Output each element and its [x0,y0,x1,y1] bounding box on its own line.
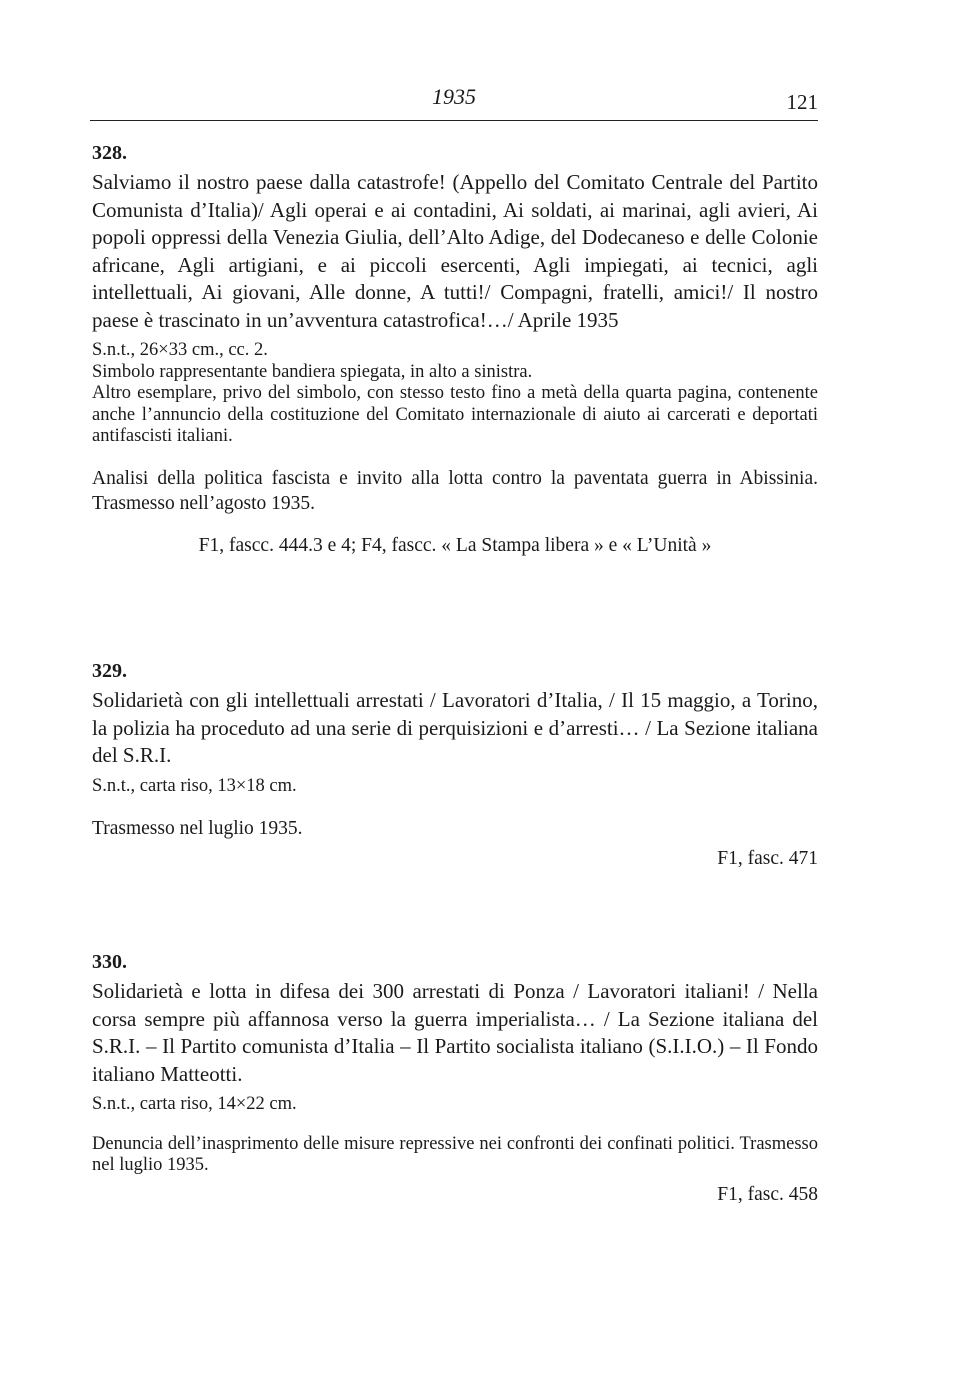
entry-title: Solidarietà e lotta in difesa dei 300 arrestati di Ponza / Lavoratori italiani! / Nella corsa sempre più affannosa verso la guerra imperialista… / La Sezione italiana del S.R.I. – Il Partito comunista d’Italia – Il Partito socialista italiano (S.I.I.O.) – Il Fondo italiano Matteotti. [92,979,818,1086]
entry-source: F1, fasc. 458 [717,1183,818,1205]
entry-format: S.n.t., carta riso, 14×22 cm. [92,1094,297,1114]
running-title: 1935 [432,84,476,109]
entry-number: 329. [92,660,127,682]
entry-title: Solidarietà con gli intellettuali arrestati / Lavoratori d’Italia, / Il 15 maggio, a Torino, la polizia ha proceduto ad una serie di perquisizioni e d’arresti… / La Sezione italiana del S.R.I. [92,688,818,767]
entry-330 [92,951,818,1208]
entry-description: Trasmesso nel luglio 1935. [92,818,303,839]
entry-source: F1, fascc. 444.3 e 4; F4, fascc. « La Stampa libera » e « L’Unità » [198,534,712,556]
entry-description: Denuncia dell’inasprimento delle misure repressive nei confronti dei confinati politici. Trasmesso nel luglio 1935. [92,1133,818,1175]
entry-format: S.n.t., carta riso, 13×18 cm. [92,775,297,796]
header-rule [90,120,818,121]
entry-number: 330. [92,951,127,973]
entry-328 [92,142,818,559]
entry-329 [92,660,818,872]
entry-description: Analisi della politica fascista e invito alla lotta contro la paventata guerra in Abissinia. Trasmesso nell’agosto 1935. [92,467,818,514]
entry-title: Salviamo il nostro paese dalla catastrofe! (Appello del Comitato Centrale del Partito Comunista d’Italia)/ Agli operai e ai contadini, Ai soldati, ai marinai, agli avieri, Ai popoli oppressi della Venezia Giulia, dell’Alto Adige, del Dodecaneso e delle Colonie africane, Agli artigiani, e ai piccoli esercenti, Agli impiegati, ai tecnici, agli intellettuali, Ai giovani, Alle donne, A tutti!/ Compagni, fratelli, amici!/ Il nostro paese è trascinato in un’avventura catastrofica!…/ Aprile 1935 [92,170,818,332]
entry-note: Altro esemplare, privo del simbolo, con stesso testo fino a metà della quarta pagina, contenente anche l’annuncio della costituzione del Comitato internazionale di aiuto ai carcerati e deportati antifascisti italiani. [92,383,818,446]
entry-source: F1, fasc. 471 [717,847,818,869]
entry-number: 328. [92,142,127,164]
page-header [90,84,818,124]
page-number: 121 [786,90,818,114]
entry-format: S.n.t., 26×33 cm., cc. 2. [92,340,268,360]
entry-note: Simbolo rappresentante bandiera spiegata, in alto a sinistra. [92,361,533,382]
